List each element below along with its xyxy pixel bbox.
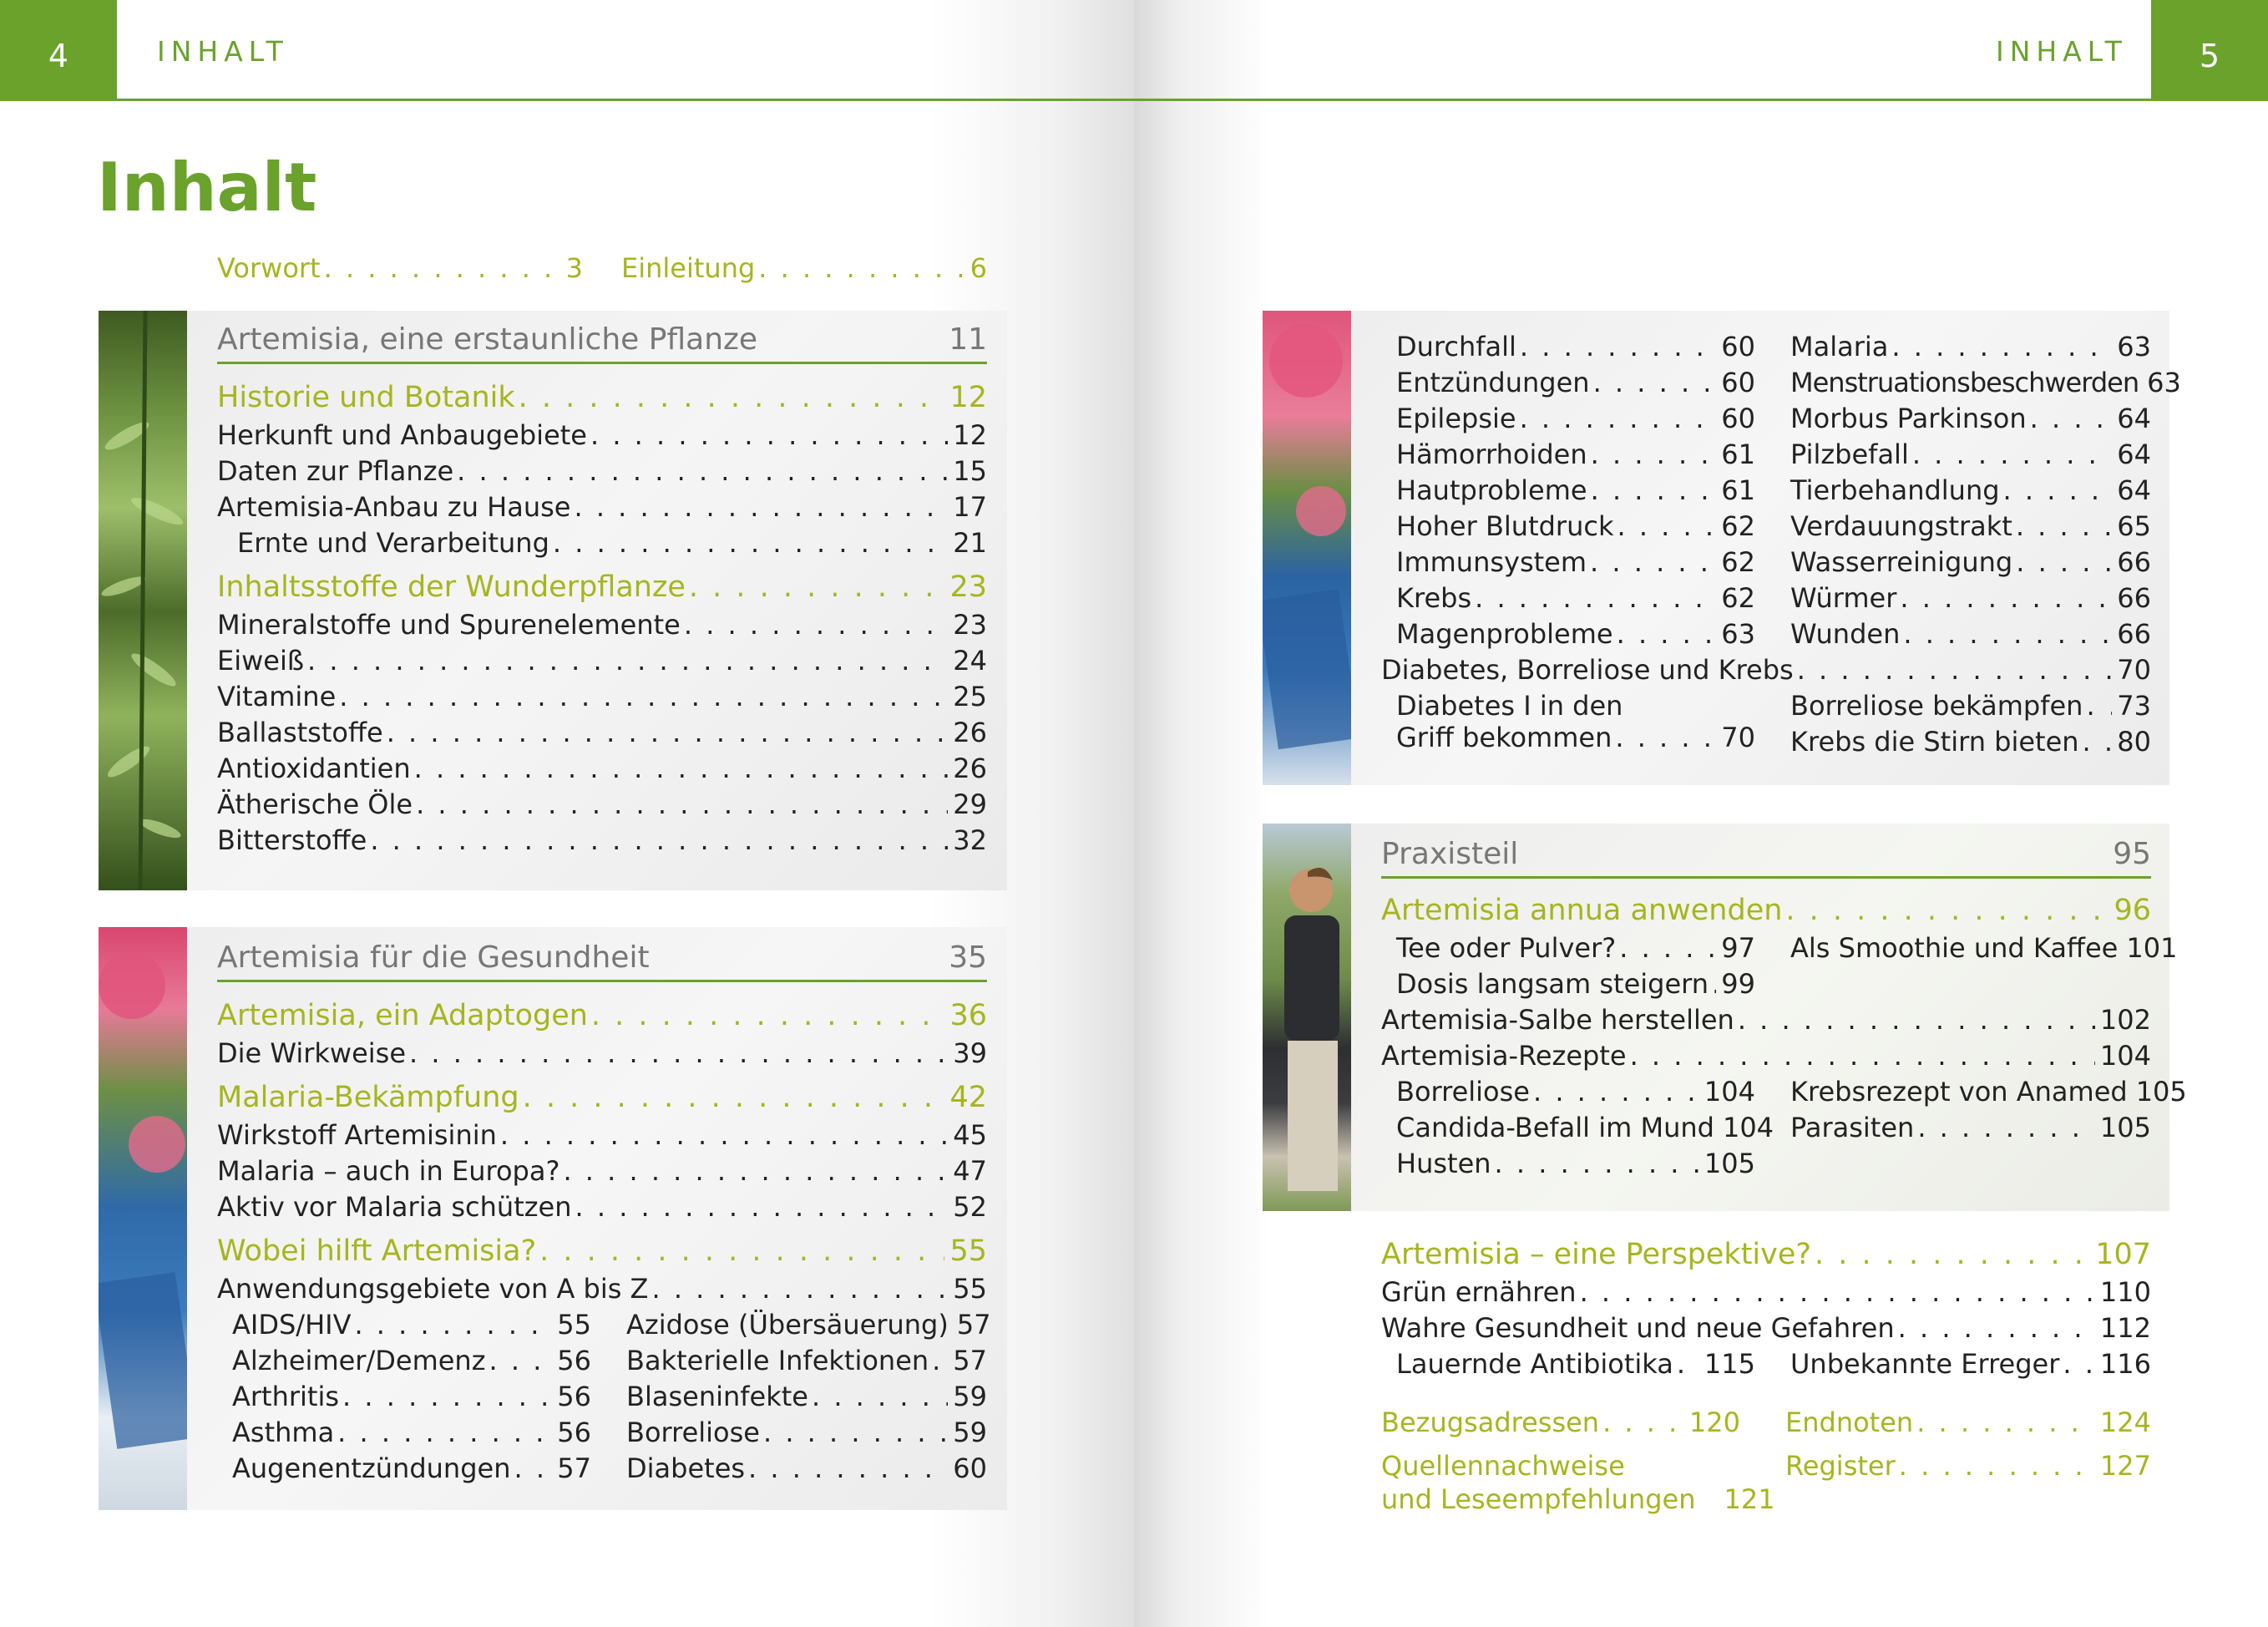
toc-subentry[interactable]: Borreliose . . . 104 — [1396, 1076, 1755, 1107]
toc-subentry[interactable]: Parasiten . . . 105 — [1790, 1112, 2151, 1143]
toc-subentry[interactable]: Ernte und Verarbeitung . . . 21 — [237, 527, 987, 559]
toc-subentry[interactable]: Hautprobleme . . . 61 — [1396, 474, 1755, 506]
toc-entry-bezugsadressen[interactable]: Bezugsadressen . . . 120 — [1381, 1407, 1740, 1438]
toc-chapter[interactable]: Artemisia annua anwenden . . . 96 — [1381, 894, 2151, 927]
page-number: 4 — [0, 0, 117, 99]
toc-entry[interactable]: Ballaststoffe . . . 26 — [217, 717, 987, 748]
rose-and-capsules-photo — [99, 927, 187, 1510]
section-box-praxisteil — [1263, 824, 2187, 1211]
section-box-gesundheit — [99, 927, 1007, 1510]
toc-entry[interactable]: Antioxidantien . . . 26 — [217, 753, 987, 784]
toc-subentry[interactable]: Unbekannte Erreger . . . 116 — [1790, 1348, 2151, 1380]
toc-entry[interactable]: Daten zur Pflanze . . . 15 — [217, 455, 987, 487]
running-header: INHALT — [157, 35, 289, 68]
toc-entry-endnoten[interactable]: Endnoten . . . 124 — [1785, 1407, 2151, 1438]
toc-entry-quellen-line2[interactable]: und Leseempfehlungen 121 — [1381, 1483, 1775, 1515]
toc-subentry[interactable]: Augenentzündungen . . . 57 — [232, 1452, 591, 1484]
toc-chapter[interactable]: Artemisia – eine Perspektive? . . . 107 — [1381, 1238, 2151, 1271]
toc-subentry[interactable]: Verdauungstrakt . . . 65 — [1790, 510, 2151, 542]
toc-subentry[interactable]: Arthritis . . . 56 — [232, 1381, 591, 1412]
toc-subentry[interactable]: Asthma . . . 56 — [232, 1417, 591, 1448]
toc-entry[interactable]: Artemisia-Anbau zu Hause . . . 17 — [217, 491, 987, 523]
toc-subentry[interactable]: Borreliose bekämpfen . . . 73 — [1790, 690, 2151, 722]
toc-subentry[interactable]: Husten . . . 105 — [1396, 1148, 1755, 1179]
toc-subentry[interactable]: Wunden . . . 66 — [1790, 618, 2151, 650]
toc-entry-vorwort[interactable]: Vorwort . . . 3 — [217, 252, 583, 284]
section-heading: Artemisia für die Gesundheit 35 — [217, 940, 987, 982]
toc-subentry[interactable]: Hämorrhoiden . . . 61 — [1396, 438, 1755, 470]
toc-entry[interactable]: Grün ernähren . . . 110 — [1381, 1276, 2151, 1308]
toc-subentry[interactable]: Pilzbefall . . . 64 — [1790, 438, 2151, 470]
toc-subentry[interactable]: Bakterielle Infektionen . . . 57 — [626, 1345, 987, 1376]
right-page — [1134, 0, 2268, 1627]
toc-entry[interactable]: Anwendungsgebiete von A bis Z . . . 55 — [217, 1273, 987, 1305]
toc-subentry[interactable]: Tierbehandlung . . . 64 — [1790, 474, 2151, 506]
toc-entry[interactable]: Artemisia-Rezepte . . . 104 — [1381, 1040, 2151, 1072]
page-title: Inhalt — [97, 149, 317, 226]
section-heading: Artemisia, eine erstaunliche Pflanze 11 — [217, 322, 987, 364]
toc-subentry[interactable]: Wasserreinigung . . . 66 — [1790, 546, 2151, 578]
toc-subentry[interactable]: Als Smoothie und Kaffee 101 — [1790, 932, 2178, 964]
toc-entry[interactable]: Malaria – auch in Europa? . . . 47 — [217, 1155, 987, 1187]
toc-subentry[interactable]: Durchfall . . . 60 — [1396, 331, 1755, 362]
toc-entry[interactable]: Wahre Gesundheit und neue Gefahren . . . 112 — [1381, 1312, 2151, 1344]
toc-chapter[interactable]: Inhaltsstoffe der Wunderpflanze . . . 23 — [217, 570, 987, 604]
toc-subentry[interactable]: Lauernde Antibiotika . . . 115 — [1396, 1348, 1755, 1380]
toc-entry[interactable]: Herkunft und Anbaugebiete . . . 12 — [217, 419, 987, 451]
toc-entry[interactable]: Artemisia-Salbe herstellen . . . 102 — [1381, 1004, 2151, 1036]
toc-subentry[interactable]: Immunsystem . . . 62 — [1396, 546, 1755, 578]
toc-chapter[interactable]: Historie und Botanik . . . 12 — [217, 381, 987, 414]
toc-subentry[interactable]: AIDS/HIV . . . 55 — [232, 1309, 591, 1341]
person-photo — [1263, 824, 1351, 1211]
toc-subentry[interactable]: Malaria . . . 63 — [1790, 331, 2151, 362]
toc-subentry[interactable]: Candida-Befall im Mund 104 — [1396, 1112, 1774, 1143]
toc-subentry-line1[interactable]: Diabetes I in den — [1396, 690, 1623, 722]
toc-subentry[interactable]: Morbus Parkinson . . . 64 — [1790, 403, 2151, 434]
toc-chapter[interactable]: Artemisia, ein Adaptogen . . . 36 — [217, 999, 987, 1032]
toc-entry[interactable]: Wirkstoff Artemisinin . . . 45 — [217, 1119, 987, 1151]
toc-chapter[interactable]: Malaria-Bekämpfung . . . 42 — [217, 1081, 987, 1114]
rose-and-capsules-photo — [1263, 311, 1351, 785]
section-heading: Praxisteil 95 — [1381, 837, 2151, 879]
toc-entry-quellen-line1[interactable]: Quellennachweise — [1381, 1450, 1625, 1482]
toc-entry[interactable]: Aktiv vor Malaria schützen . . . 52 — [217, 1191, 987, 1223]
toc-entry[interactable]: Bitterstoffe . . . 32 — [217, 824, 987, 856]
toc-entry[interactable]: Mineralstoffe und Spurenelemente . . . 23 — [217, 609, 987, 641]
toc-entry[interactable]: Ätherische Öle . . . 29 — [217, 788, 987, 820]
toc-entry[interactable]: Die Wirkweise . . . 39 — [217, 1037, 987, 1069]
toc-subentry[interactable]: Menstruationsbeschwerden 63 — [1790, 367, 2181, 398]
toc-entry[interactable]: Eiweiß . . . 24 — [217, 645, 987, 677]
toc-subentry-line2[interactable]: Griff bekommen . . . 70 — [1396, 722, 1755, 753]
section-box-pflanze — [99, 311, 1007, 890]
toc-subentry[interactable]: Magenprobleme . . . 63 — [1396, 618, 1755, 650]
toc-subentry[interactable]: Entzündungen . . . 60 — [1396, 367, 1755, 398]
toc-subentry[interactable]: Tee oder Pulver? . . . 97 — [1396, 932, 1755, 964]
left-page-header — [0, 0, 1134, 101]
running-header: INHALT — [1996, 35, 2128, 68]
toc-subentry[interactable]: Alzheimer/Demenz . . . 56 — [232, 1345, 591, 1376]
toc-subentry[interactable]: Diabetes . . . 60 — [626, 1452, 987, 1484]
toc-subentry[interactable]: Borreliose . . . 59 — [626, 1417, 987, 1448]
plant-photo — [99, 311, 187, 890]
section-box-continuation — [1263, 311, 2181, 785]
page-number: 5 — [2151, 0, 2268, 99]
toc-subentry[interactable]: Azidose (Übersäuerung) 57 — [626, 1309, 991, 1341]
toc-subentry[interactable]: Würmer . . . 66 — [1790, 582, 2151, 614]
toc-entry[interactable]: Diabetes, Borreliose und Krebs . . . 70 — [1381, 654, 2151, 686]
toc-subentry[interactable]: Hoher Blutdruck . . . 62 — [1396, 510, 1755, 542]
toc-entry-einleitung[interactable]: Einleitung . . . 6 — [621, 252, 987, 284]
toc-entry[interactable]: Vitamine . . . 25 — [217, 681, 987, 712]
toc-subentry[interactable]: Epilepsie . . . 60 — [1396, 403, 1755, 434]
right-page-header — [1134, 0, 2268, 101]
toc-subentry[interactable]: Dosis langsam steigern . . . 99 — [1396, 968, 1755, 1000]
toc-entry-register[interactable]: Register . . . 127 — [1785, 1450, 2151, 1482]
toc-subentry[interactable]: Krebsrezept von Anamed 105 — [1790, 1076, 2187, 1107]
toc-subentry[interactable]: Krebs die Stirn bieten . . . 80 — [1790, 726, 2151, 758]
toc-chapter[interactable]: Wobei hilft Artemisia? . . . 55 — [217, 1234, 987, 1268]
toc-subentry[interactable]: Krebs . . . 62 — [1396, 582, 1755, 614]
toc-subentry[interactable]: Blaseninfekte . . . 59 — [626, 1381, 987, 1412]
